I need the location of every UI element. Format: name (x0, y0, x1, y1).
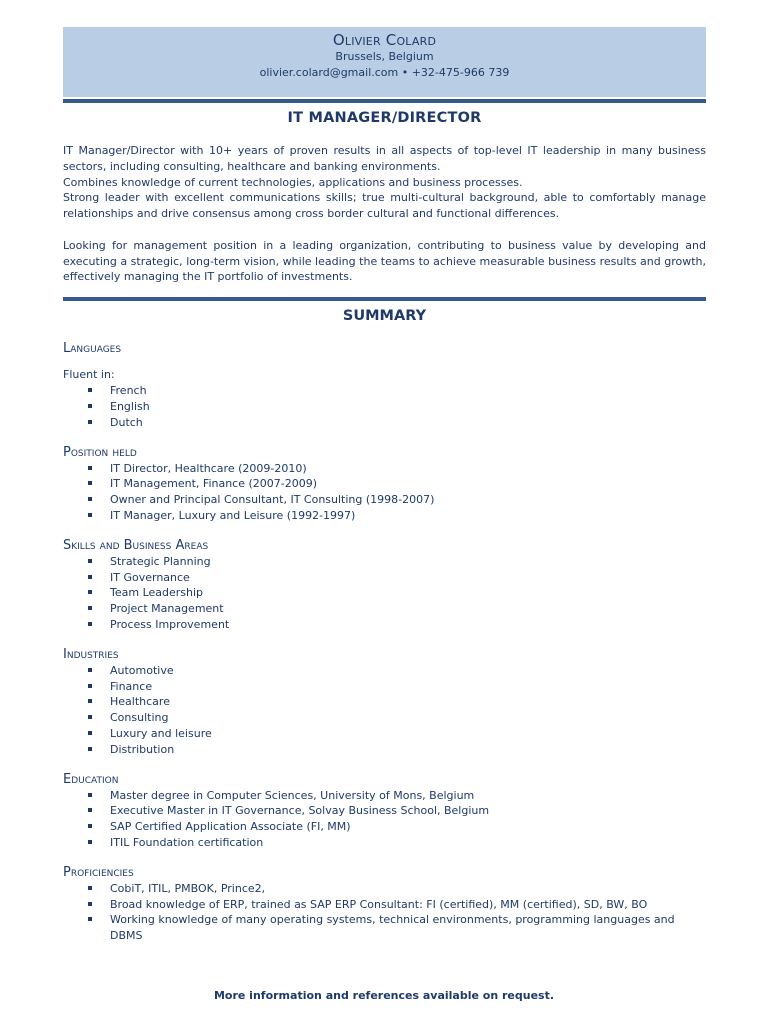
intro-paragraph: IT Manager/Director with 10+ years of proven results in all aspects of top-level IT leadership in many business sectors, including consulting, healthcare and banking environments. (63, 144, 706, 173)
list-item-text: SAP Certified Application Associate (FI, MM) (110, 820, 351, 834)
skills-heading: Skills and Business Areas (63, 537, 209, 553)
bullet-icon (88, 715, 92, 719)
list-item (63, 508, 706, 524)
bullet-icon (88, 388, 92, 392)
list-item (63, 710, 706, 726)
list-item-text: Master degree in Computer Sciences, University of Mons, Belgium (110, 788, 475, 802)
bullet-icon (88, 902, 92, 906)
list-item (63, 912, 706, 944)
intro-paragraph: Combines knowledge of current technologies, applications and business processes. (63, 175, 523, 189)
list-item-text: Automotive (110, 663, 174, 677)
list-item-text: Owner and Principal Consultant, IT Consulting (1998-2007) (110, 493, 435, 507)
candidate-contact: olivier.colard@gmail.com • +32-475-966 739 (259, 66, 510, 79)
list-item (63, 570, 706, 586)
list-item-text: Consulting (110, 711, 169, 725)
candidate-location: Brussels, Belgium (335, 50, 434, 63)
list-item (63, 835, 706, 851)
list-item (63, 819, 706, 835)
bullet-icon (88, 622, 92, 626)
list-item-text: Finance (110, 679, 153, 693)
bullet-icon (88, 886, 92, 890)
bullet-icon (88, 684, 92, 688)
list-item (63, 803, 706, 819)
intro-paragraph: Looking for management position in a leading organization, contributing to business value by developing and executing a strategic, long-term vision, while leading the teams to achieve measurable business results and growth, effectively managing the IT portfolio of investments. (63, 238, 706, 284)
list-item-text: ITIL Foundation certification (110, 835, 264, 849)
list-item-text: IT Management, Finance (2007-2009) (110, 477, 318, 491)
list-item-text: Strategic Planning (110, 554, 211, 568)
list-item (63, 726, 706, 742)
bullet-icon (88, 699, 92, 703)
positions-list (63, 461, 706, 524)
languages-list (63, 383, 706, 430)
industries-heading: Industries (63, 646, 119, 662)
list-item (63, 461, 706, 477)
fluent-label: Fluent in: (63, 368, 115, 382)
bullet-icon (88, 420, 92, 424)
bullet-icon (88, 466, 92, 470)
list-item-text: French (110, 384, 147, 398)
list-item-text: Distribution (110, 742, 175, 756)
resume-page (63, 27, 706, 944)
list-item (63, 617, 706, 633)
bullet-icon (88, 840, 92, 844)
summary-heading: SUMMARY (342, 308, 427, 325)
list-item (63, 601, 706, 617)
list-item (63, 383, 706, 399)
list-item (63, 492, 706, 508)
list-item-text: English (110, 399, 150, 413)
proficiencies-heading: Proficiencies (63, 864, 134, 880)
list-item (63, 694, 706, 710)
bullet-icon (88, 481, 92, 485)
proficiencies-list (63, 881, 706, 944)
list-item (63, 881, 706, 897)
list-item (63, 415, 706, 431)
list-item-text: Process Improvement (110, 617, 230, 631)
bullet-icon (88, 559, 92, 563)
list-item (63, 554, 706, 570)
list-item (63, 663, 706, 679)
header-box (63, 27, 706, 97)
list-item-text: IT Governance (110, 570, 190, 584)
bullet-icon (88, 793, 92, 797)
list-item (63, 679, 706, 695)
list-item-text: Team Leadership (110, 586, 204, 600)
list-item-text: Healthcare (110, 695, 170, 709)
list-item-text: Dutch (110, 415, 143, 429)
bullet-icon (88, 747, 92, 751)
list-item-text: Executive Master in IT Governance, Solvay Business School, Belgium (110, 804, 490, 818)
list-item (63, 742, 706, 758)
bullet-icon (88, 575, 92, 579)
industries-list (63, 663, 706, 758)
languages-heading: Languages (63, 341, 122, 357)
footer-note: More information and references available on request. (213, 989, 555, 1002)
bullet-icon (88, 606, 92, 610)
list-item (63, 788, 706, 804)
intro-text (63, 143, 706, 285)
list-item-text: CobiT, ITIL, PMBOK, Prince2, (110, 881, 266, 895)
bullet-icon (88, 404, 92, 408)
bullet-icon (88, 668, 92, 672)
list-item (63, 897, 706, 913)
list-item-text: IT Manager, Luxury and Leisure (1992-1997) (110, 508, 356, 522)
list-item-text: Working knowledge of many operating systems, technical environments, programming languages and DBMS (110, 913, 675, 943)
candidate-name: Olivier Colard (332, 31, 437, 49)
list-item-text: IT Director, Healthcare (2009-2010) (110, 461, 307, 475)
bullet-icon (88, 590, 92, 594)
skills-list (63, 554, 706, 633)
bullet-icon (88, 917, 92, 921)
job-title: IT MANAGER/DIRECTOR (287, 110, 482, 126)
list-item (63, 476, 706, 492)
list-item (63, 399, 706, 415)
bullet-icon (88, 731, 92, 735)
header-divider (63, 99, 706, 103)
list-item-text: Project Management (110, 602, 224, 616)
bullet-icon (88, 824, 92, 828)
section-divider (63, 297, 706, 301)
positions-heading: Position held (63, 444, 137, 460)
bullet-icon (88, 497, 92, 501)
education-list (63, 788, 706, 851)
list-item-text: Broad knowledge of ERP, trained as SAP ERP Consultant: FI (certified), MM (certified), SD, BW, BO (110, 897, 648, 911)
bullet-icon (88, 513, 92, 517)
intro-paragraph: Strong leader with excellent communications skills; true multi-cultural background, able to comfortably manage relationships and drive consensus among cross border cultural and functional differences. (63, 191, 706, 221)
bullet-icon (88, 808, 92, 812)
list-item-text: Luxury and leisure (110, 726, 212, 740)
list-item (63, 585, 706, 601)
education-heading: Education (63, 771, 119, 787)
